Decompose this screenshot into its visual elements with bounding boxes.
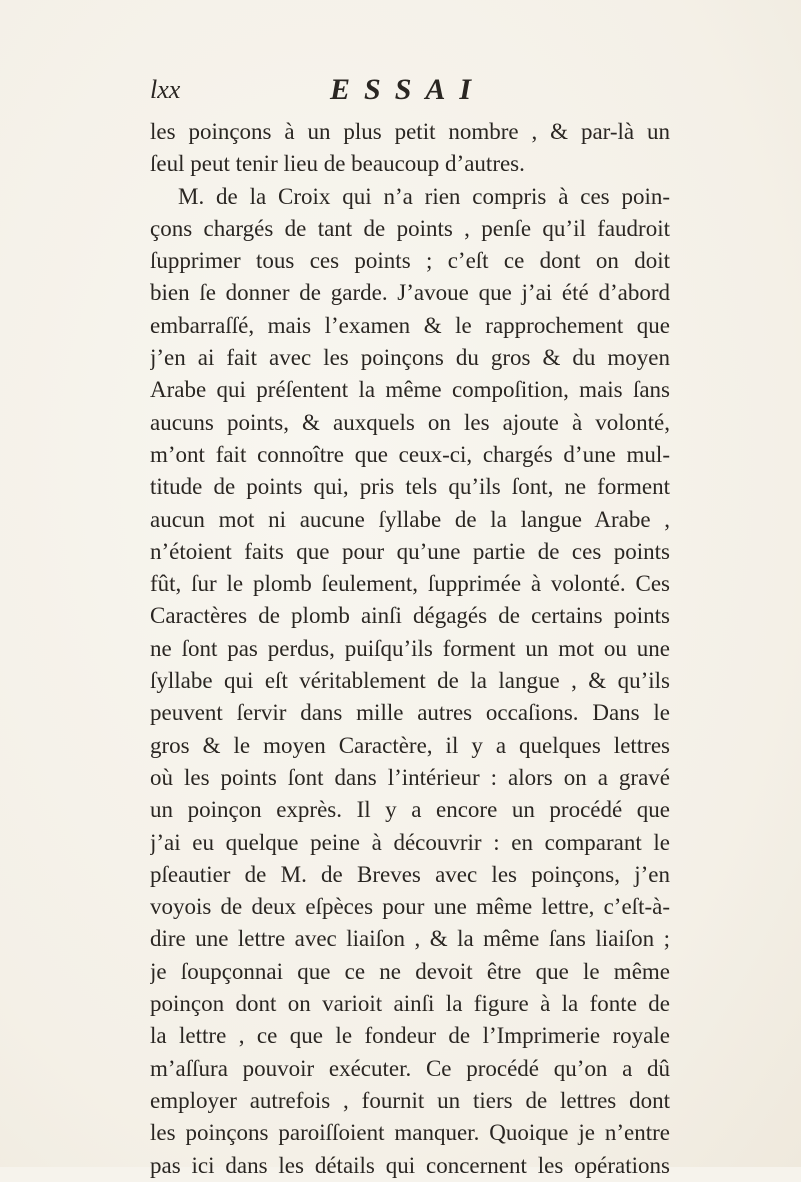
text-line: je ſoupçonnai que ce ne devoit être que le même <box>150 958 670 984</box>
text-line: titude de points qui, pris tels qu’ils ſont, ne forment <box>150 474 670 500</box>
text-line: poinçon dont on varioit ainſi la figure à la fonte de <box>150 991 670 1017</box>
page-folio: lxx <box>150 75 181 104</box>
text-line: aucuns points, & auxquels on les ajoute à volonté, <box>150 409 670 435</box>
text-line: où les points ſont dans l’intérieur : alors on a gravé <box>150 764 670 790</box>
text-line: peuvent ſervir dans mille autres occaſions. Dans le <box>150 700 670 726</box>
text-line: Arabe qui préſentent la même compoſition, mais ſans <box>150 377 670 403</box>
text-line: çons chargés de tant de points , penſe qu’il faudroit <box>150 215 670 241</box>
running-title: ESSAI <box>330 73 486 106</box>
body-text <box>150 116 670 1182</box>
text-line: m’aſſura pouvoir exécuter. Ce procédé qu’on a dû <box>150 1055 670 1081</box>
text-line: j’ai eu quelque peine à découvrir : en comparant le <box>150 829 670 855</box>
text-line: m’ont fait connoître que ceux-ci, chargés d’une mul- <box>150 441 670 467</box>
text-line: fût, ſur le plomb ſeulement, ſupprimée à volonté. Ces <box>150 571 670 597</box>
text-line: dire une lettre avec liaiſon , & la même ſans liaiſon ; <box>150 926 670 952</box>
text-line: Caractères de plomb ainſi dégagés de certains points <box>150 603 670 629</box>
text-line: M. de la Croix qui n’a rien compris à ces poin- <box>178 183 670 209</box>
text-line: n’étoient faits que pour qu’une partie de ces points <box>150 538 670 564</box>
text-line: ſeul peut tenir lieu de beaucoup d’autres. <box>150 151 525 177</box>
text-line: les poinçons à un plus petit nombre , & par-là un <box>150 119 670 144</box>
text-line: j’en ai fait avec les poinçons du gros & du moyen <box>150 345 670 371</box>
text-line: pas ici dans les détails qui concernent les opérations <box>150 1152 670 1178</box>
text-line: voyois de deux eſpèces pour une même lettre, c’eſt-à- <box>150 894 670 920</box>
text-line: ſupprimer tous ces points ; c’eſt ce dont on doit <box>150 248 670 274</box>
text-line: un poinçon exprès. Il y a encore un procédé que <box>150 797 670 823</box>
text-line: employer autrefois , fournit un tiers de lettres dont <box>150 1087 670 1113</box>
text-line: pſeautier de M. de Breves avec les poinçons, j’en <box>150 861 670 887</box>
text-line: la lettre , ce que le fondeur de l’Imprimerie royale <box>150 1023 670 1049</box>
running-head <box>0 75 801 115</box>
text-line: embarraſſé, mais l’examen & le rapprochement que <box>150 312 670 338</box>
text-line: les poinçons paroiſſoient manquer. Quoique je n’entre <box>150 1120 670 1146</box>
text-line: ne ſont pas perdus, puiſqu’ils forment un mot ou une <box>150 635 670 661</box>
text-line: aucun mot ni aucune ſyllabe de la langue Arabe , <box>150 506 670 532</box>
text-line: ſyllabe qui eſt véritablement de la langue , & qu’ils <box>150 668 670 694</box>
text-line: bien ſe donner de garde. J’avoue que j’ai été d’abord <box>150 280 670 306</box>
text-line: gros & le moyen Caractère, il y a quelques lettres <box>150 732 670 758</box>
